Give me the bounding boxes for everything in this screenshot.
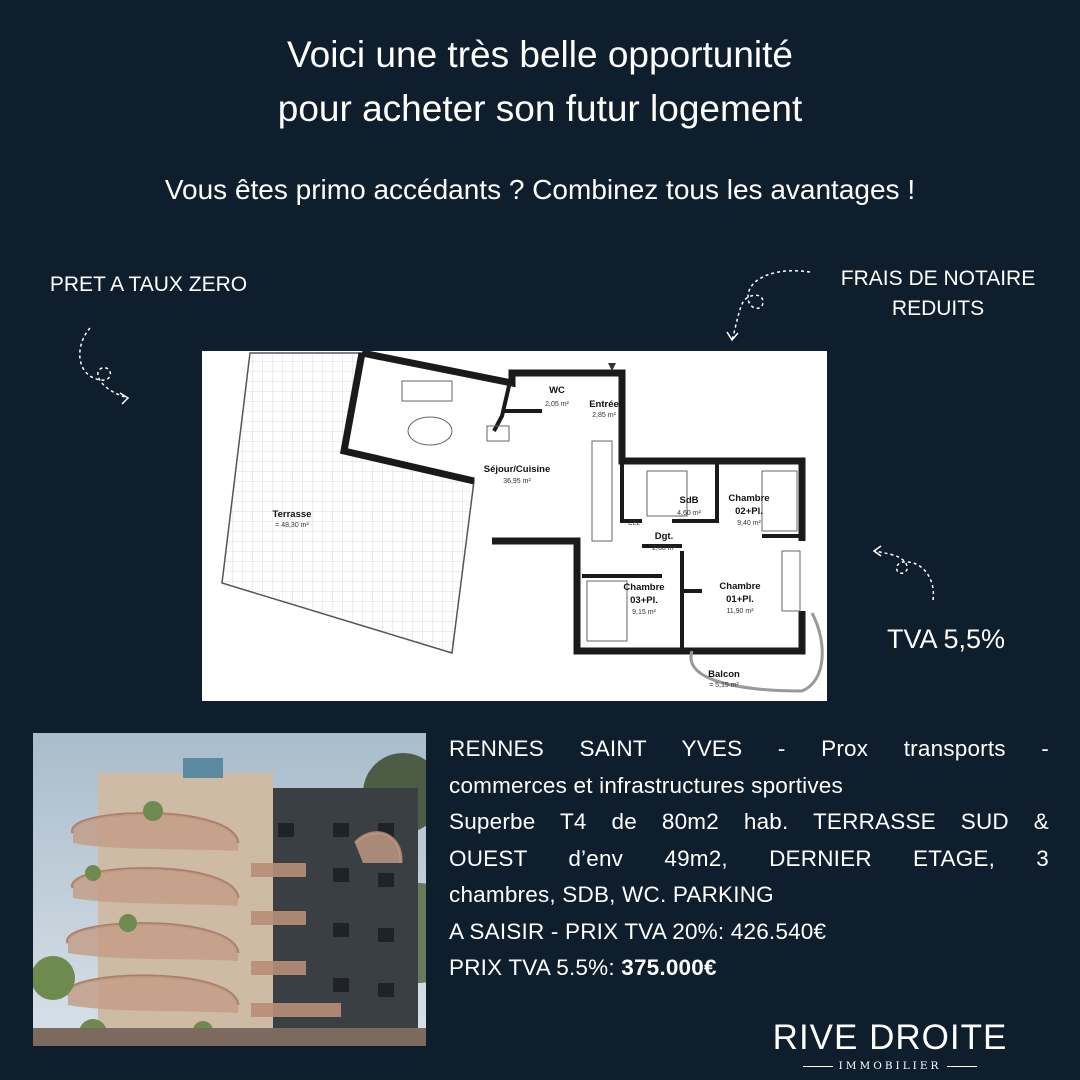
room-name-dgt: Dgt. bbox=[654, 531, 674, 542]
headline-line-1: Voici une très belle opportunité bbox=[286, 34, 793, 75]
desc-line-1: RENNES SAINT YVES - Prox transports - bbox=[449, 736, 1049, 761]
listing-description bbox=[449, 731, 1049, 987]
building-illustration bbox=[33, 733, 426, 1046]
room-name-chambre-1: Chambre bbox=[719, 581, 761, 592]
room-name-sejour: Séjour/Cuisine bbox=[483, 464, 551, 475]
building-photo bbox=[33, 733, 426, 1046]
room-name-chambre-3b: 03+Pl. bbox=[630, 595, 658, 606]
logo-rule-right bbox=[947, 1066, 977, 1067]
perk-notary-line-1: FRAIS DE NOTAIRE bbox=[840, 267, 1036, 290]
room-name-chambre-3: Chambre bbox=[623, 582, 665, 593]
cells-label: CEL bbox=[628, 521, 640, 527]
room-area-wc: 2,05 m² bbox=[545, 401, 569, 408]
logo-brand: RIVE DROITE bbox=[772, 1018, 1008, 1057]
room-name-chambre-1b: 01+Pl. bbox=[726, 594, 754, 605]
logo-rule-left bbox=[803, 1066, 833, 1067]
price-label: PRIX TVA 5.5%: bbox=[449, 955, 622, 980]
desc-line-3: Superbe T4 de 80m2 hab. TERRASSE SUD & bbox=[449, 809, 1049, 834]
price-value: 375.000€ bbox=[621, 955, 717, 980]
floor-plan-drawing bbox=[202, 351, 827, 701]
perk-reduced-notary-fees bbox=[820, 264, 1056, 324]
desc-line-6: A SAISIR - PRIX TVA 20%: 426.540€ bbox=[449, 918, 827, 944]
room-area-chambre-3: 9,15 m² bbox=[632, 609, 656, 616]
desc-line-7 bbox=[449, 950, 1049, 987]
room-area-chambre-2: 9,40 m² bbox=[737, 520, 761, 527]
logo-tagline: IMMOBILIER bbox=[838, 1060, 942, 1072]
dashed-arrow-icon bbox=[868, 540, 948, 610]
room-name-balcon: Balcon bbox=[708, 669, 740, 680]
dashed-arrow-icon bbox=[70, 320, 140, 410]
terrace-area bbox=[222, 353, 474, 653]
room-area-entree: 2,85 m² bbox=[592, 412, 616, 419]
room-area-terrasse: = 48,30 m² bbox=[275, 522, 309, 529]
room-area-balcon: = 5,15 m² bbox=[709, 682, 739, 689]
headline-line-2: pour acheter son futur logement bbox=[277, 88, 803, 129]
room-name-wc: WC bbox=[549, 385, 565, 396]
room-name-sdb: SdB bbox=[679, 495, 699, 506]
headline bbox=[0, 28, 1080, 136]
perk-vat-rate: TVA 5,5% bbox=[887, 624, 1006, 654]
room-name-chambre-2b: 02+Pl. bbox=[735, 506, 763, 517]
perk-zero-rate-loan: PRET A TAUX ZERO bbox=[49, 273, 248, 296]
room-area-dgt: 2,60 m² bbox=[652, 545, 676, 552]
logo-tagline-row bbox=[760, 1060, 1020, 1072]
dashed-arrow-icon bbox=[718, 262, 818, 352]
desc-line-2: commerces et infrastructures sportives bbox=[449, 772, 843, 798]
room-name-chambre-2: Chambre bbox=[728, 493, 770, 504]
desc-line-5: chambres, SDB, WC. PARKING bbox=[449, 882, 774, 907]
subheadline: Vous êtes primo accédants ? Combinez tous les avantages ! bbox=[164, 174, 916, 205]
room-name-entree: Entrée bbox=[589, 399, 619, 410]
desc-line-4: OUEST d’env 49m2, DERNIER ETAGE, 3 bbox=[449, 845, 1049, 871]
perk-notary-line-2: REDUITS bbox=[891, 297, 985, 320]
room-area-sdb: 4,60 m² bbox=[677, 510, 701, 517]
floor-plan bbox=[202, 351, 827, 701]
room-area-sejour: 36,95 m² bbox=[503, 478, 531, 485]
room-name-terrasse: Terrasse bbox=[272, 509, 312, 520]
agency-logo bbox=[760, 1018, 1020, 1072]
room-area-chambre-1: 11,90 m² bbox=[726, 608, 754, 615]
